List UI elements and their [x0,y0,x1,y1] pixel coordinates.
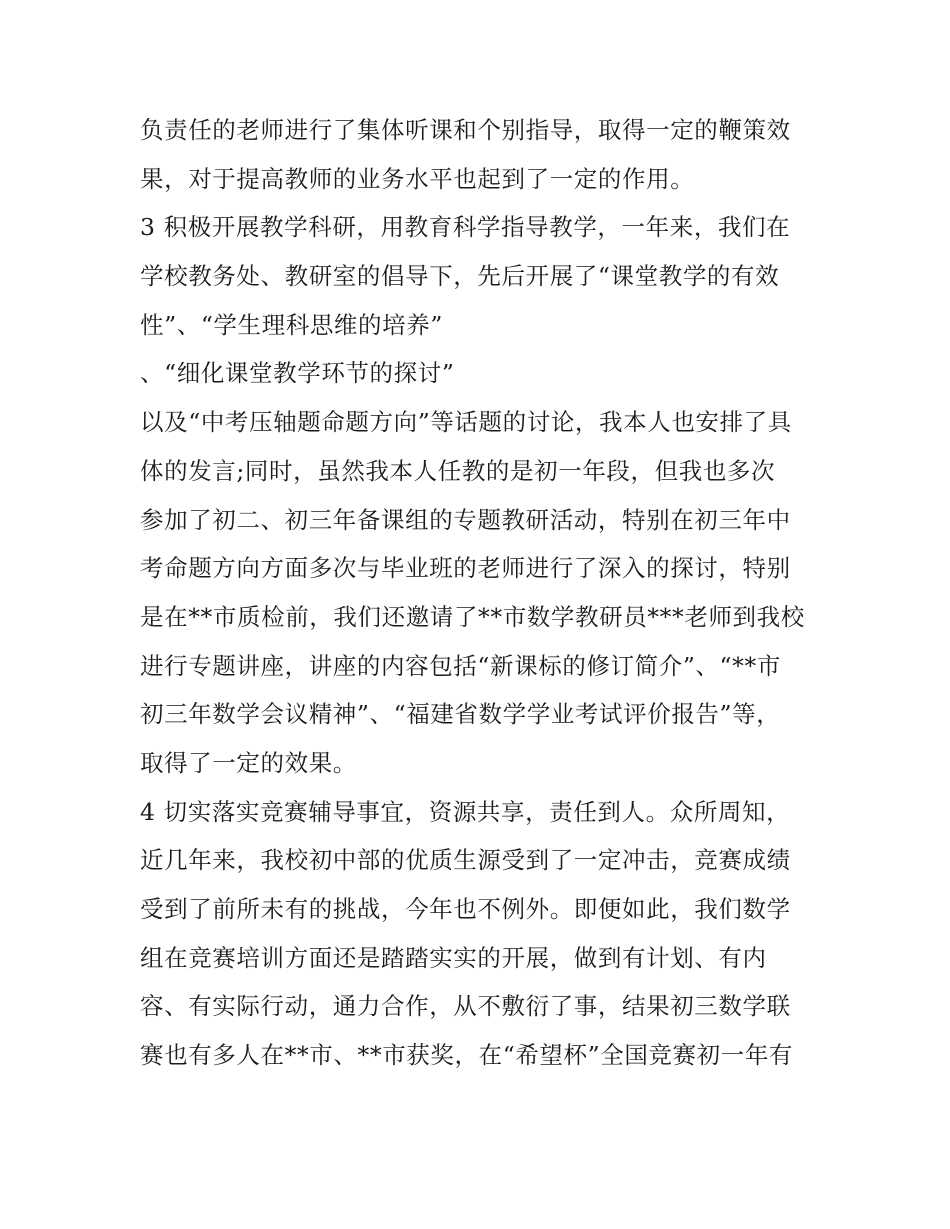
document-body-text [140,106,830,1080]
text-line: 赛也有多人在**市、**市获奖，在“希望杯”全国竞赛初一年有 [140,1041,794,1070]
text-line: 组在竞赛培训方面还是踏踏实实的开展，做到有计划、有内 [140,943,767,972]
text-line: 考命题方向方面多次与毕业班的老师进行了深入的探讨，特别 [140,554,791,583]
text-line: 容、有实际行动，通力合作，从不敷衍了事，结果初三数学联 [140,992,791,1021]
text-line: 、“细化课堂教学环节的探讨” [140,359,455,388]
text-line: 4 切实落实竞赛辅导事宜，资源共享，责任到人。众所周知， [140,797,791,826]
text-line: 取得了一定的效果。 [140,748,357,777]
text-line: 3 积极开展教学科研，用教育科学指导教学，一年来，我们在 [140,213,791,242]
text-line: 受到了前所未有的挑战，今年也不例外。即便如此，我们数学 [140,895,791,923]
text-line: 进行专题讲座，讲座的内容包括“新课标的修订简介”、“**市 [140,651,781,680]
text-line: 果，对于提高教师的业务水平也起到了一定的作用。 [140,164,695,193]
text-line: 近几年来，我校初中部的优质生源受到了一定冲击，竞赛成绩 [140,846,791,875]
text-line: 参加了初二、初三年备课组的专题教研活动，特别在初三年中 [140,505,791,534]
text-line: 性”、“学生理科思维的培养” [140,310,443,339]
text-line: 负责任的老师进行了集体听课和个别指导，取得一定的鞭策效 [140,116,791,144]
text-line: 以及“中考压轴题命题方向”等话题的讨论，我本人也安排了具 [140,408,792,437]
text-line: 体的发言;同时，虽然我本人任教的是初一年段，但我也多次 [140,456,776,485]
text-line: 学校教务处、教研室的倡导下，先后开展了“课堂教学的有效 [140,262,780,291]
text-line: 是在**市质检前，我们还邀请了**市数学教研员***老师到我校 [140,602,805,631]
text-line: 初三年数学会议精神”、“福建省数学学业考试评价报告”等， [140,700,781,729]
